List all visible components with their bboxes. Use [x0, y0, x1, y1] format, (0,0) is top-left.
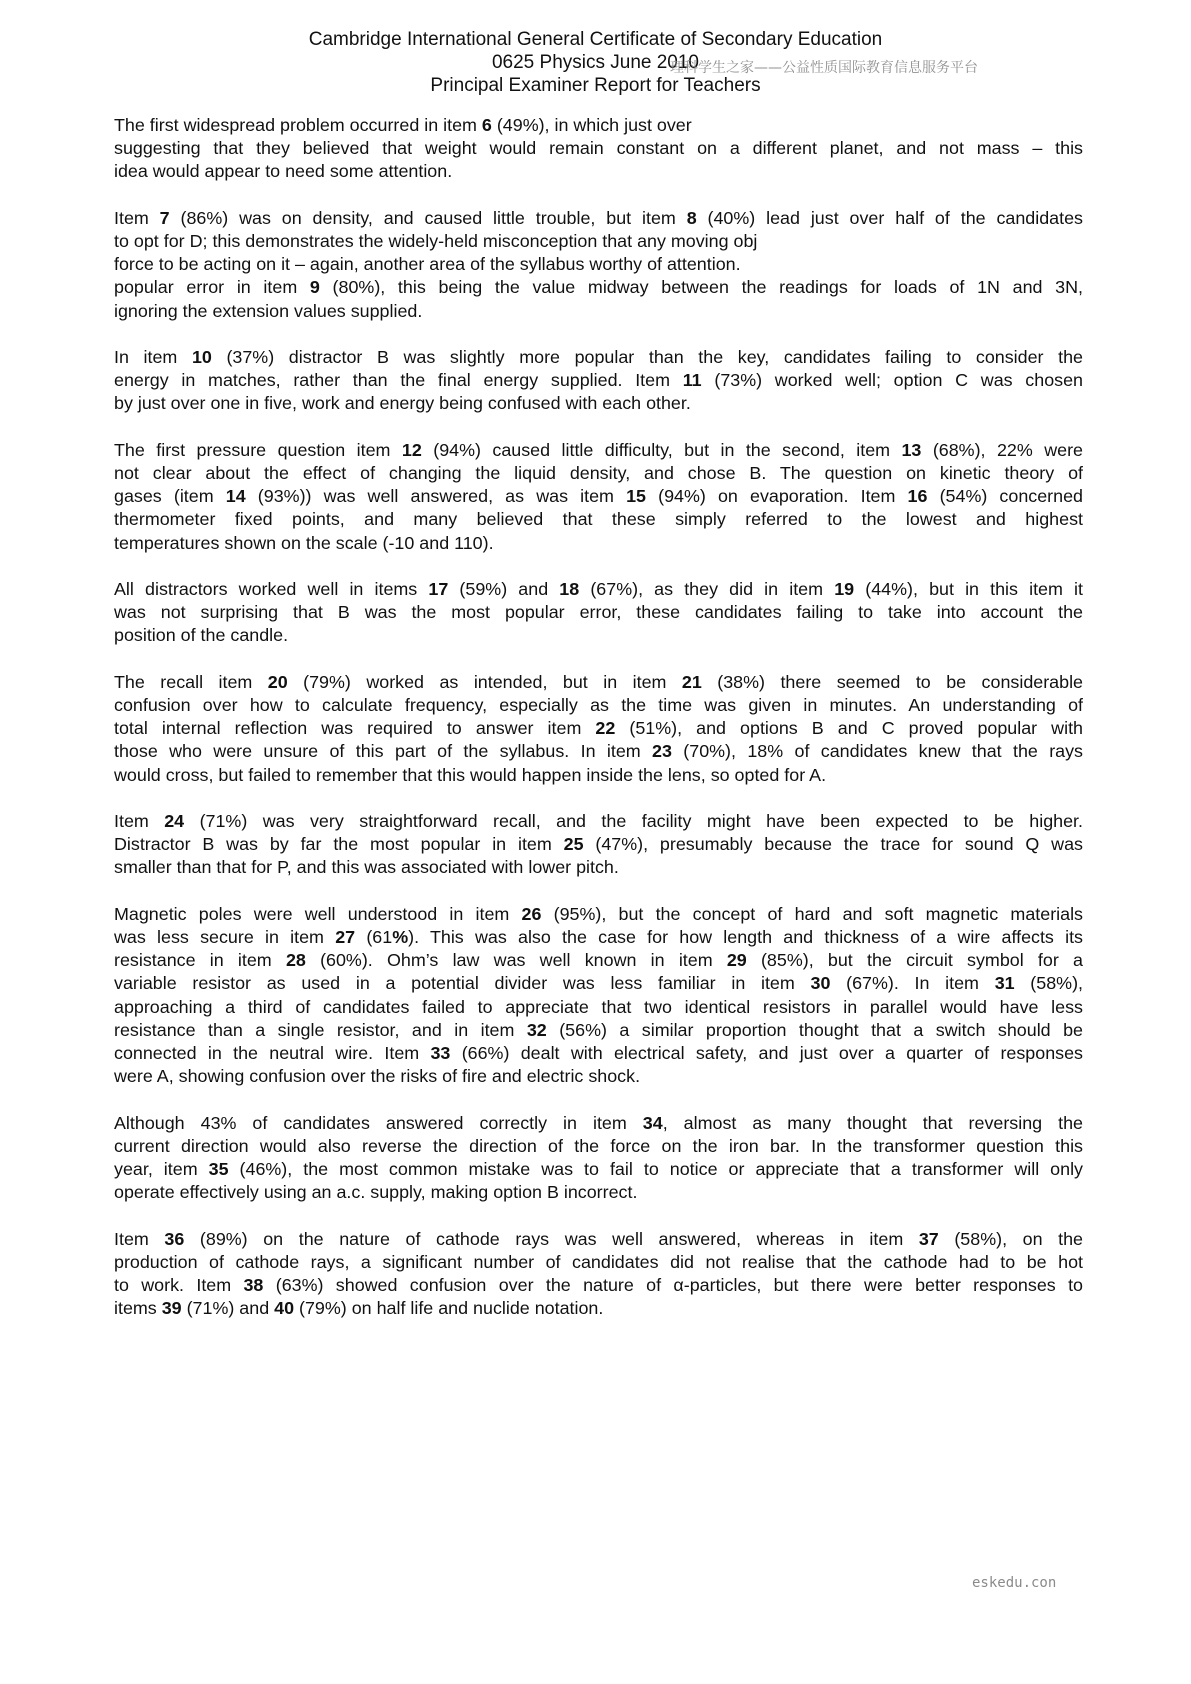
- header-report-type: Principal Examiner Report for Teachers: [430, 75, 761, 96]
- item-number: 30: [810, 973, 831, 994]
- text-line: [114, 1274, 1083, 1297]
- text-segment: not clear about the effect of changing the liquid density, and chose B. The question on kinetic theory of: [114, 463, 1083, 483]
- text-segment: (95%), but the concept of hard and soft magnetic materials: [541, 903, 1083, 924]
- text-segment: (40%) lead just over half of the candidates: [696, 207, 1084, 228]
- text-segment: (70%), 18% of candidates knew that the rays: [671, 741, 1084, 762]
- text-segment: (58%), on the: [938, 1228, 1084, 1249]
- text-segment: energy in matches, rather than the final energy supplied. Item: [114, 370, 683, 391]
- item-number: 39: [161, 1298, 182, 1319]
- text-segment: (71%) and: [181, 1298, 275, 1319]
- report-header: [0, 28, 1191, 97]
- text-segment: (49%), in which just over: [491, 115, 692, 135]
- text-segment: connected in the neutral wire. Item: [114, 1043, 431, 1064]
- text-line: [114, 578, 1083, 601]
- text-segment: current direction would also reverse the direction of the force on the iron bar. In the transformer question this: [114, 1135, 1083, 1156]
- text-segment: resistance in item: [114, 950, 286, 971]
- item-number: 12: [401, 439, 422, 460]
- item-number: 22: [595, 718, 616, 739]
- item-number: 37: [918, 1228, 939, 1249]
- text-line: [114, 346, 1083, 369]
- text-segment: confusion over how to calculate frequency, especially as the time was given in minutes. An understanding of: [114, 695, 1083, 715]
- text-segment: Item: [114, 207, 160, 228]
- text-segment: operate effectively using an a.c. supply, making option B incorrect.: [114, 1182, 638, 1203]
- text-line: [114, 903, 1083, 926]
- text-segment: was not surprising that B was the most popular error, these candidates failing to take into account the: [114, 602, 1083, 623]
- item-number: 10: [191, 347, 212, 367]
- item-number: 23: [652, 741, 672, 762]
- text-segment: position of the candle.: [114, 625, 289, 646]
- text-segment: was less secure in item: [114, 927, 336, 947]
- text-line: [114, 392, 1083, 415]
- paragraph: [114, 207, 1083, 323]
- header-title: Cambridge International General Certificate of Secondary Education: [308, 29, 883, 50]
- text-segment: production of cathode rays, a significant number of candidates did not realise that the cathode had to be hot: [114, 1251, 1083, 1272]
- text-segment: (63%) showed confusion over the nature of α-particles, but there were better responses to: [263, 1275, 1083, 1296]
- text-segment: smaller than that for P, and this was associated with lower pitch.: [114, 857, 619, 878]
- text-line: [114, 1251, 1083, 1274]
- item-number: 6: [481, 115, 492, 135]
- text-segment: (85%), but the circuit symbol for a: [746, 950, 1083, 971]
- text-line: [114, 740, 1083, 763]
- text-line: [114, 1158, 1083, 1181]
- item-number: 18: [559, 579, 580, 599]
- text-line: [114, 508, 1083, 531]
- text-segment: (60%). Ohm’s law was well known in item: [305, 950, 727, 971]
- text-line: [114, 671, 1083, 694]
- text-line: [114, 972, 1083, 995]
- text-segment: (68%), 22% were: [921, 439, 1083, 460]
- text-segment: , almost as many thought that reversing the: [662, 1112, 1083, 1133]
- text-segment: gases (item: [114, 486, 226, 507]
- item-number: 34: [642, 1112, 663, 1133]
- text-line: [114, 856, 1083, 879]
- text-segment: would cross, but failed to remember that this would happen inside the lens, so opted for A.: [114, 764, 827, 785]
- paragraph: [114, 903, 1083, 1089]
- item-number: 29: [726, 950, 747, 971]
- text-segment: temperatures shown on the scale (-10 and 110).: [114, 532, 494, 553]
- text-line: [114, 462, 1083, 485]
- item-number: 35: [208, 1159, 229, 1180]
- text-segment: (46%), the most common mistake was to fail to notice or appreciate that a transformer will only: [228, 1159, 1083, 1180]
- text-line: [114, 694, 1083, 717]
- text-segment: (86%) was on density, and caused little trouble, but item: [169, 207, 687, 228]
- item-number: 25: [563, 834, 584, 855]
- text-segment: ). This was also the case for how length and thickness of a wire affects its: [408, 927, 1083, 947]
- item-number: 13: [901, 439, 922, 460]
- item-number: 14: [225, 486, 246, 507]
- text-segment: (94%) caused little difficulty, but in the second, item: [421, 439, 902, 460]
- text-line: [114, 532, 1083, 555]
- text-segment: were A, showing confusion over the risks of fire and electric shock.: [114, 1066, 641, 1087]
- text-segment: The recall item: [114, 671, 268, 692]
- text-segment: (79%) worked as intended, but in item: [287, 671, 682, 692]
- text-segment: (71%) was very straightforward recall, and the facility might have been expected to be higher.: [184, 811, 1084, 831]
- item-number: %: [392, 927, 409, 947]
- text-line: [114, 253, 1083, 276]
- text-line: [114, 833, 1083, 856]
- item-number: 33: [430, 1043, 451, 1064]
- text-segment: All distractors worked well in items: [114, 579, 429, 599]
- text-segment: (59%) and: [448, 579, 560, 599]
- text-segment: (66%) dealt with electrical safety, and just over a quarter of responses: [450, 1043, 1083, 1064]
- text-segment: idea would appear to need some attention.: [114, 161, 453, 182]
- text-segment: (93%)) was well answered, as was item: [245, 486, 627, 507]
- text-line: [114, 810, 1083, 833]
- text-line: [114, 601, 1083, 624]
- text-line: [114, 996, 1083, 1019]
- text-segment: Magnetic poles were well understood in item: [114, 903, 522, 924]
- paragraph: [114, 1112, 1083, 1205]
- text-segment: thermometer fixed points, and many believed that these simply referred to the lowest and highest: [114, 509, 1083, 530]
- item-number: 24: [164, 811, 185, 831]
- text-segment: (44%), but in this item it: [854, 579, 1083, 599]
- text-line: [114, 369, 1083, 392]
- watermark-site: eskedu.con: [972, 1575, 1057, 1591]
- text-line: [114, 207, 1083, 230]
- item-number: 38: [243, 1275, 264, 1296]
- text-segment: popular error in item: [114, 277, 310, 298]
- text-line: [114, 1065, 1083, 1088]
- text-segment: resistance than a single resistor, and in item: [114, 1019, 527, 1040]
- item-number: 15: [626, 486, 646, 507]
- text-line: [114, 160, 1083, 183]
- paragraph: [114, 671, 1083, 787]
- item-number: 31: [994, 973, 1015, 994]
- text-segment: Although 43% of candidates answered correctly in item: [114, 1112, 643, 1133]
- text-line: [114, 439, 1083, 462]
- item-number: 26: [521, 903, 542, 924]
- text-segment: Distractor B was by far the most popular in item: [114, 834, 564, 855]
- text-segment: (58%),: [1014, 973, 1084, 994]
- item-number: 8: [686, 207, 697, 228]
- text-segment: (67%). In item: [830, 973, 995, 994]
- text-segment: (37%) distractor B was slightly more popular than the key, candidates failing to consider the: [211, 347, 1083, 367]
- text-segment: force to be acting on it – again, another area of the syllabus worthy of attention.: [114, 254, 741, 275]
- text-line: [114, 114, 1083, 137]
- text-segment: (94%) on evaporation. Item: [646, 486, 908, 507]
- paragraph: [114, 578, 1083, 648]
- item-number: 27: [335, 927, 356, 947]
- text-segment: Item: [114, 811, 165, 831]
- item-number: 19: [834, 579, 855, 599]
- text-line: [114, 300, 1083, 323]
- text-segment: approaching a third of candidates failed to appreciate that two identical resistors in parallel would have less: [114, 996, 1083, 1017]
- text-line: [114, 1135, 1083, 1158]
- text-line: [114, 485, 1083, 508]
- item-number: 17: [428, 579, 449, 599]
- text-line: [114, 1042, 1083, 1065]
- text-line: [114, 1181, 1083, 1204]
- text-segment: by just over one in five, work and energy being confused with each other.: [114, 393, 691, 414]
- text-segment: total internal reflection was required to answer item: [114, 718, 596, 739]
- text-segment: (38%) there seemed to be considerable: [701, 671, 1084, 692]
- text-segment: those who were unsure of this part of the syllabus. In item: [114, 741, 653, 762]
- text-line: [114, 764, 1083, 787]
- text-line: [114, 926, 1083, 949]
- text-line: [114, 1297, 1083, 1320]
- report-body: [114, 114, 1083, 1344]
- text-segment: (80%), this being the value midway between the readings for loads of 1N and 3N,: [319, 277, 1083, 298]
- text-segment: (56%) a similar proportion thought that a switch should be: [546, 1019, 1083, 1040]
- paragraph: [114, 810, 1083, 880]
- text-segment: suggesting that they believed that weight would remain constant on a different planet, and not mass – this: [114, 138, 1083, 159]
- item-number: 7: [159, 207, 170, 228]
- text-line: [114, 949, 1083, 972]
- item-number: 16: [907, 486, 928, 507]
- text-segment: (61: [355, 927, 393, 947]
- text-segment: variable resistor as used in a potential divider was less familiar in item: [114, 973, 811, 994]
- text-segment: to work. Item: [114, 1275, 244, 1296]
- text-line: [114, 230, 1083, 253]
- text-segment: The first pressure question item: [114, 439, 402, 460]
- text-line: [114, 276, 1083, 299]
- text-segment: to opt for D; this demonstrates the widely-held misconception that any moving obj: [114, 231, 758, 251]
- text-line: [114, 1019, 1083, 1042]
- paragraph: [114, 114, 1083, 184]
- text-segment: (73%) worked well; option C was chosen: [701, 370, 1083, 391]
- text-segment: (54%) concerned: [927, 486, 1083, 507]
- text-segment: items: [114, 1298, 162, 1319]
- watermark-chinese: 理科学生之家——公益性质国际教育信息服务平台: [670, 60, 978, 76]
- text-line: [114, 137, 1083, 160]
- text-line: [114, 624, 1083, 647]
- text-segment: (51%), and options B and C proved popular with: [615, 718, 1084, 739]
- header-subject: 0625 Physics June 2010: [491, 52, 700, 73]
- item-number: 40: [274, 1298, 295, 1319]
- text-segment: In item: [114, 347, 192, 367]
- item-number: 11: [682, 370, 702, 391]
- text-line: [114, 1228, 1083, 1251]
- item-number: 28: [285, 950, 306, 971]
- paragraph: [114, 439, 1083, 555]
- item-number: 9: [309, 277, 320, 298]
- text-segment: Item: [114, 1228, 165, 1249]
- item-number: 20: [267, 671, 288, 692]
- text-segment: The first widespread problem occurred in item: [114, 115, 482, 135]
- item-number: 32: [526, 1019, 547, 1040]
- item-number: 36: [164, 1228, 185, 1249]
- paragraph: [114, 346, 1083, 416]
- text-line: [114, 717, 1083, 740]
- text-segment: year, item: [114, 1159, 209, 1180]
- text-segment: (67%), as they did in item: [579, 579, 835, 599]
- item-number: 21: [681, 671, 702, 692]
- paragraph: [114, 1228, 1083, 1321]
- text-segment: (79%) on half life and nuclide notation.: [294, 1298, 604, 1319]
- text-line: [114, 1112, 1083, 1135]
- text-segment: ignoring the extension values supplied.: [114, 300, 423, 321]
- text-segment: (47%), presumably because the trace for sound Q was: [583, 834, 1083, 855]
- text-segment: (89%) on the nature of cathode rays was well answered, whereas in item: [184, 1228, 919, 1249]
